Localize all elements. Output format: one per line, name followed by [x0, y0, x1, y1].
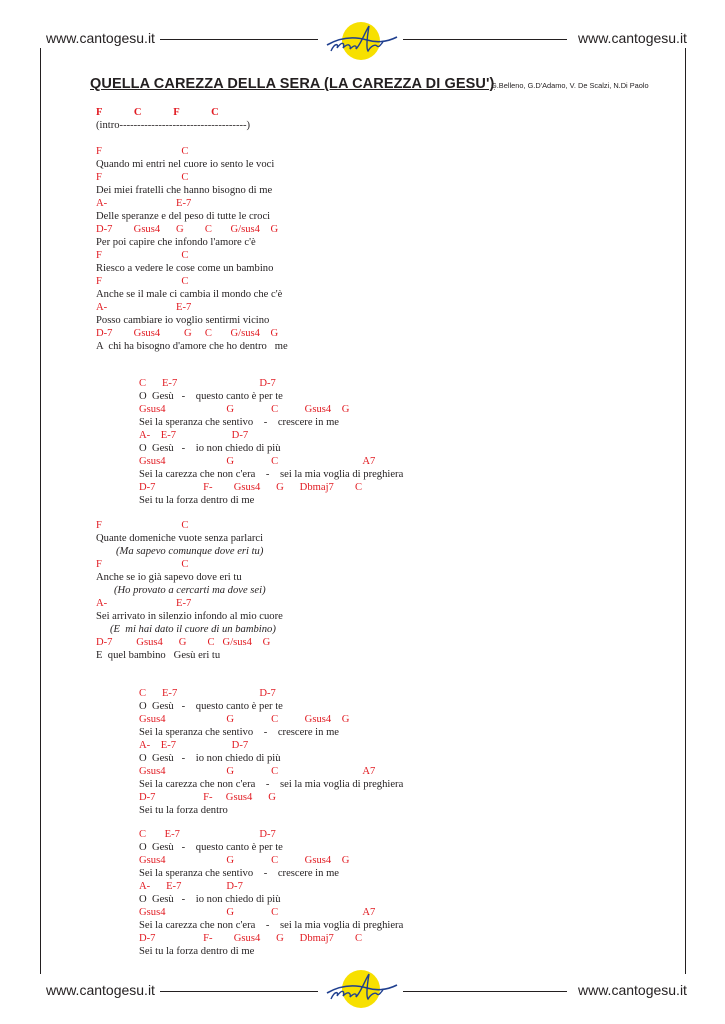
site-link-left[interactable]: www.cantogesu.it — [46, 30, 155, 46]
lyric-line: Delle speranze e del peso di tutte le croci — [96, 211, 271, 222]
lyric-line: Sei tu la forza dentro di me — [139, 946, 255, 957]
chord-line: D-7 F- Gsus4 G — [139, 792, 276, 803]
page-header — [0, 28, 725, 68]
lyric-line: Sei tu la forza dentro — [139, 805, 228, 816]
lyric-line: O Gesù - io non chiedo di più — [139, 894, 281, 905]
chord-line: Gsus4 G C Gsus4 G — [139, 855, 350, 866]
lyric-line: Sei la carezza che non c'era - sei la mia voglia di preghiera — [139, 469, 404, 480]
lyric-line: A chi ha bisogno d'amore che ho dentro me — [96, 341, 288, 352]
chord-line: A- E-7 D-7 — [139, 430, 249, 441]
header-rule-right — [403, 39, 567, 40]
lyric-line: Posso cambiare io voglio sentirmi vicino — [96, 315, 270, 326]
footer-rule-right — [403, 991, 567, 992]
lyric-line: Riesco a vedere le cose come un bambino — [96, 263, 274, 274]
chord-line: A- E-7 — [96, 302, 192, 313]
lyric-line: O Gesù - questo canto è per te — [139, 842, 283, 853]
chord-line: C E-7 D-7 — [139, 829, 276, 840]
chord-line: Gsus4 G C A7 — [139, 907, 376, 918]
lyric-line: Sei la speranza che sentivo - crescere in me — [139, 727, 340, 738]
chord-line: A- E-7 D-7 — [139, 881, 243, 892]
chord-line: F C — [96, 146, 189, 157]
lyric-line: Anche se il male ci cambia il mondo che c'è — [96, 289, 283, 300]
lyric-line: O Gesù - io non chiedo di più — [139, 753, 281, 764]
lyric-line: (intro------------------------------------) — [96, 120, 251, 131]
chord-line: D-7 Gsus4 G C G/sus4 G — [96, 637, 271, 648]
lyric-line: Dei miei fratelli che hanno bisogno di me — [96, 185, 273, 196]
chord-line: F C — [96, 250, 189, 261]
cantogesu-logo-footer — [317, 966, 403, 1012]
lyric-line: (E mi hai dato il cuore di un bambino) — [110, 624, 276, 635]
chord-line: Gsus4 G C Gsus4 G — [139, 714, 350, 725]
header-rule-left — [160, 39, 318, 40]
chord-line: F C — [96, 276, 189, 287]
chord-line: F C — [96, 520, 189, 531]
lyric-line: O Gesù - io non chiedo di più — [139, 443, 281, 454]
chord-line: D-7 Gsus4 G C G/sus4 G — [96, 224, 279, 235]
lyric-line: Quante domeniche vuote senza parlarci — [96, 533, 264, 544]
chord-line: A- E-7 D-7 — [139, 740, 249, 751]
song-authors: G.Belleno, G.D'Adamo, V. De Scalzi, N.Di Paolo — [491, 81, 649, 90]
lyric-line: Sei tu la forza dentro di me — [139, 495, 255, 506]
chord-line: A- E-7 — [96, 198, 192, 209]
lyric-line: Anche se io già sapevo dove eri tu — [96, 572, 242, 583]
song-title: QUELLA CAREZZA DELLA SERA (LA CAREZZA DI GESU') — [90, 76, 495, 92]
lyric-line: (Ho provato a cercarti ma dove sei) — [114, 585, 266, 596]
lyric-line: Per poi capire che infondo l'amore c'è — [96, 237, 256, 248]
page-footer — [0, 982, 725, 1022]
chord-line: Gsus4 G C Gsus4 G — [139, 404, 350, 415]
lyric-line: E quel bambino Gesù eri tu — [96, 650, 221, 661]
lyric-line: O Gesù - questo canto è per te — [139, 701, 283, 712]
lyric-line: (Ma sapevo comunque dove eri tu) — [116, 546, 264, 557]
footer-rule-left — [160, 991, 318, 992]
site-link-right[interactable]: www.cantogesu.it — [578, 30, 687, 46]
footer-site-link-left[interactable]: www.cantogesu.it — [46, 982, 155, 998]
chord-line: F C F C — [96, 107, 219, 118]
lyric-line: Quando mi entri nel cuore io sento le voci — [96, 159, 275, 170]
frame-left — [40, 48, 41, 974]
chord-line: C E-7 D-7 — [139, 688, 276, 699]
chord-line: Gsus4 G C A7 — [139, 766, 376, 777]
chord-line: D-7 F- Gsus4 G Dbmaj7 C — [139, 933, 363, 944]
footer-site-link-right[interactable]: www.cantogesu.it — [578, 982, 687, 998]
chord-line: D-7 Gsus4 G C G/sus4 G — [96, 328, 279, 339]
chord-line: F C — [96, 172, 189, 183]
lyric-line: Sei la carezza che non c'era - sei la mia voglia di preghiera — [139, 920, 404, 931]
chord-line: D-7 F- Gsus4 G Dbmaj7 C — [139, 482, 363, 493]
lyric-line: Sei la carezza che non c'era - sei la mia voglia di preghiera — [139, 779, 404, 790]
chord-line: A- E-7 — [96, 598, 192, 609]
chord-line: F C — [96, 559, 189, 570]
cantogesu-logo — [317, 18, 403, 64]
chord-line: C E-7 D-7 — [139, 378, 276, 389]
lyric-line: Sei arrivato in silenzio infondo al mio cuore — [96, 611, 283, 622]
lyric-line: O Gesù - questo canto è per te — [139, 391, 283, 402]
frame-right — [685, 48, 686, 974]
lyric-line: Sei la speranza che sentivo - crescere in me — [139, 868, 340, 879]
chord-line: Gsus4 G C A7 — [139, 456, 376, 467]
lyric-line: Sei la speranza che sentivo - crescere in me — [139, 417, 340, 428]
